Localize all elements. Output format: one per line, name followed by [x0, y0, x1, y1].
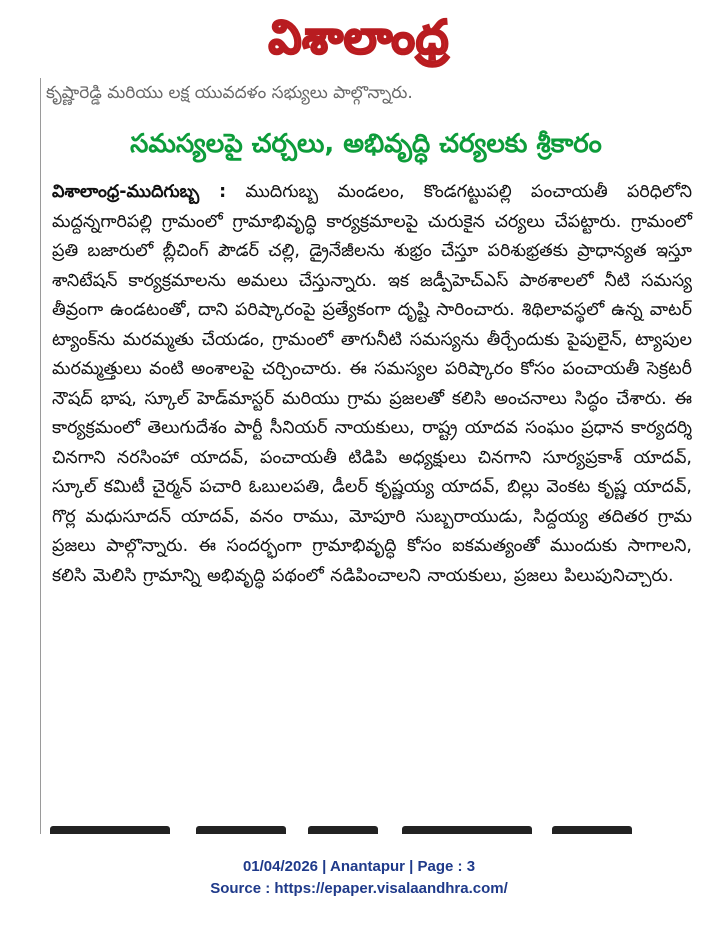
newspaper-logo: విశాలాంధ్ర [268, 10, 450, 64]
footer-edition-info: 01/04/2026 | Anantapur | Page : 3 [242, 858, 476, 875]
cut-glyph-fragment [402, 826, 532, 834]
article-dateline: విశాలాంధ్ర-ముదిగుబ్బ : [52, 182, 227, 202]
cut-glyph-fragment [196, 826, 286, 834]
page-footer [0, 856, 718, 900]
article-headline: సమస్యలపై చర్చలు, అభివృద్ధి చర్యలకు శ్రీకారం [130, 129, 602, 159]
cut-glyph-fragment [552, 826, 632, 834]
next-article-cut-edge [46, 818, 646, 834]
cut-glyph-fragment [50, 826, 170, 834]
masthead [0, 6, 718, 68]
article-text: ముదిగుబ్బ మండలం, కొండగట్టుపల్లి పంచాయతీ పరిధిలోని మద్దన్నగారిపల్లి గ్రామంలో గ్రామాభివృద్ధి కార్యక్రమాలపై చురుకైన చర్యలు చేపట్టారు. గ్రామంలో ప్రతి బజారులో బ్లీచింగ్ పౌడర్ చల్లి, డ్రైనేజీలను శుభ్రం చేస్తూ పరిశుభ్రతకు ప్రాధాన్యత ఇస్తూ శానిటేషన్ కార్యక్రమాలను అమలు చేస్తున్నారు. ఇక జడ్పీహెచ్ఎస్ పాఠశాలలో నీటి సమస్య తీవ్రంగా ఉండటంతో, దాని పరిష్కారంపై ప్రత్యేకంగా దృష్టి సారించారు. శిథిలావస్థలో ఉన్న వాటర్ ట్యాంక్‌ను మరమ్మతు చేయడం, గ్రామంలో తాగునీటి సమస్యను తీర్చేందుకు పైపులైన్, ట్యాపుల మరమ్మత్తులు వంటి అంశాలపై చర్చించారు. ఈ సమస్యల పరిష్కారం కోసం పంచాయతీ సెక్రటరీ నౌషద్ భాష, స్కూల్ హెడ్‌మాస్టర్ మరియు గ్రామ ప్రజలతో కలిసి అంచనాలు సిద్ధం చేశారు. ఈ కార్యక్రమంలో తెలుగుదేశం పార్టీ సీనియర్ నాయకులు, రాష్ట్ర యాదవ సంఘం ప్రధాన కార్యదర్శి చినగాని నరసింహా యాదవ్, పంచాయతీ టిడిపి అధ్యక్షులు చినగాని సూర్యప్రకాశ్ యాదవ్, స్కూల్ కమిటీ చైర్మన్ పచారి ఓబులపతి, డీలర్ కృష్ణయ్య యాదవ్, బిల్లు వెంకట కృష్ణ యాదవ్, గొర్ల మధుసూదన్ యాదవ్, వనం రాము, మోపూరి సుబ్బరాయుడు, సిద్దయ్య తదితర గ్రామ ప్రజలు పాల్గొన్నారు. ఈ సందర్భంగా గ్రామాభివృద్ధి కోసం ఐకమత్యంతో ముందుకు సాగాలని, కలిసి మెలిసి గ్రామాన్ని అభివృద్ధి పథంలో నడిపించాలని నాయకులు, ప్రజలు పిలుపునిచ్చారు. [52, 182, 692, 586]
footer-source: Source : https://epaper.visalaandhra.com/ [210, 880, 508, 897]
previous-article-cut-line: కృష్ణారెడ్డి మరియు లక్ష యువదళం సభ్యులు పాల్గొన్నారు. [46, 83, 413, 103]
cut-glyph-fragment [308, 826, 378, 834]
article-body [52, 178, 692, 591]
